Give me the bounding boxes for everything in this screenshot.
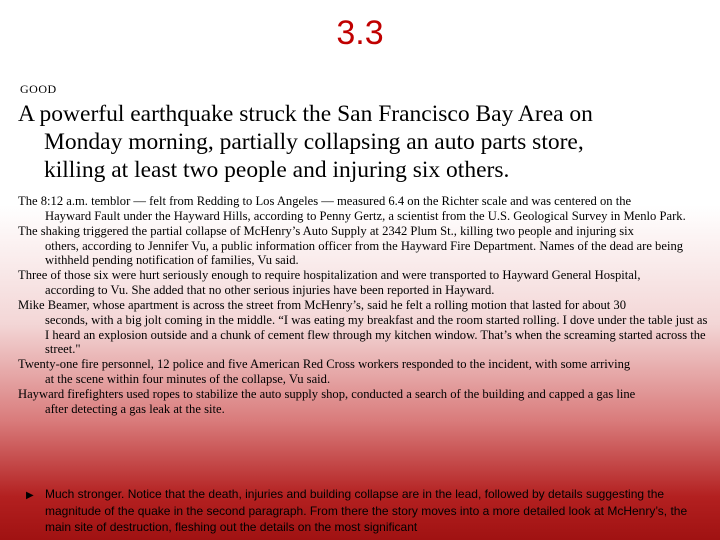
- paragraph-first-line: Twenty-one fire personnel, 12 police and five American Red Cross workers responded to the incident, with some arriving: [18, 357, 631, 372]
- paragraph-first-line: Hayward firefighters used ropes to stabilize the auto supply shop, conducted a search of the building and capped a gas line: [18, 386, 636, 401]
- paragraph-first-line: The 8:12 a.m. temblor — felt from Redding to Los Angeles — measured 6.4 on the Richter scale and was centered on the: [18, 194, 632, 208]
- paragraph-continuation: after detecting a gas leak at the site.: [45, 401, 225, 416]
- story-body: [18, 194, 710, 417]
- commentary-note: [18, 486, 708, 536]
- story-paragraph: [18, 387, 710, 417]
- paragraph-continuation: at the scene within four minutes of the collapse, Vu said.: [45, 372, 331, 387]
- story-paragraph: [18, 268, 710, 298]
- slide-title: 3.3: [336, 14, 384, 52]
- bullet-arrow-icon: ▶: [26, 490, 34, 501]
- lede-line-3: killing at least two people and injuring six others.: [44, 157, 510, 183]
- story-paragraph: [18, 194, 710, 224]
- lede-paragraph: [18, 100, 708, 184]
- section-label: GOOD: [20, 82, 57, 96]
- paragraph-continuation: seconds, with a big jolt coming in the middle. “I was eating my breakfast and the room started rolling. I dove under the table just as I heard an explosion outside and a chunk of cement flew through my kitchen window. That’s when the screaming started across the street.": [45, 312, 708, 357]
- paragraph-first-line: The shaking triggered the partial collapse of McHenry’s Auto Supply at 2342 Plum St., killing two people and injuring six: [18, 223, 634, 238]
- paragraph-first-line: Mike Beamer, whose apartment is across the street from McHenry’s, said he felt a rolling motion that lasted for about 30: [18, 297, 627, 312]
- paragraph-continuation: others, according to Jennifer Vu, a public information officer from the Hayward Fire Department. Names of the dead are being withheld pending notification of families, Vu said.: [45, 238, 684, 268]
- story-paragraph: [18, 224, 710, 269]
- paragraph-first-line: Three of those six were hurt seriously enough to require hospitalization and were transported to Hayward General Hospital,: [18, 268, 641, 283]
- paragraph-continuation: Hayward Fault under the Hayward Hills, according to Penny Gertz, a scientist from the U.S. Geological Survey in Menlo Park.: [45, 208, 686, 223]
- story-paragraph: [18, 357, 710, 387]
- paragraph-continuation: according to Vu. She added that no other serious injuries have been reported in Hayward.: [45, 283, 495, 298]
- commentary-text: Much stronger. Notice that the death, injuries and building collapse are in the lead, followed by details suggesting the magnitude of the quake in the second paragraph. From there the story moves into a more detailed look at McHenry’s, the main site of destruction, fleshing out the details on the most significant: [45, 487, 688, 534]
- story-paragraph: [18, 298, 710, 357]
- lede-line-1: A powerful earthquake struck the San Francisco Bay Area on: [18, 101, 593, 127]
- lede-line-2: Monday morning, partially collapsing an auto parts store,: [44, 129, 584, 155]
